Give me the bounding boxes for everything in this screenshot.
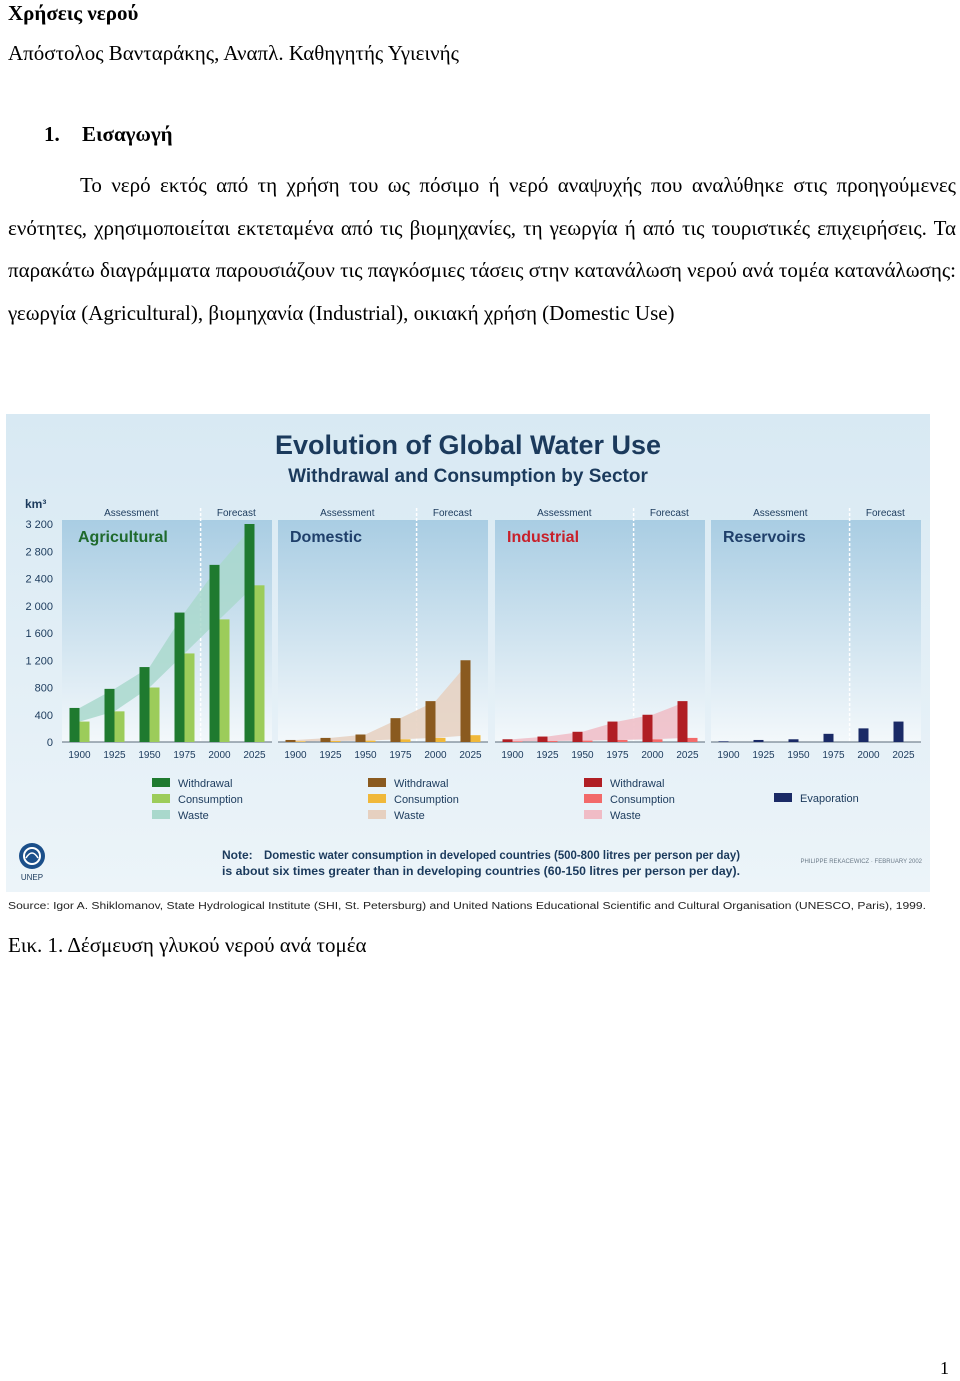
legend-label: Withdrawal (610, 778, 665, 790)
consumption-bar (150, 688, 160, 743)
consumption-bar (688, 738, 698, 742)
consumption-bar (618, 740, 628, 742)
assessment-label: Assessment (753, 508, 808, 519)
publisher-name: UNEP (20, 873, 44, 882)
legend-swatch (152, 810, 170, 819)
legend-label: Consumption (610, 794, 675, 806)
water-use-chart (6, 414, 930, 914)
evaporation-bar (719, 741, 729, 742)
legend-swatch (584, 778, 602, 787)
assessment-label: Assessment (104, 508, 159, 519)
panel-domestic (278, 508, 488, 761)
withdrawal-bar (503, 739, 513, 742)
y-tick-label: 1 200 (25, 655, 53, 668)
withdrawal-bar (105, 689, 115, 742)
figure-caption: Εικ. 1. Δέσμευση γλυκού νερού ανά τομέα (8, 933, 367, 957)
section-heading (44, 121, 173, 147)
legend-label: Consumption (178, 794, 243, 806)
section-number: 1. (44, 122, 60, 146)
consumption-bar (366, 741, 376, 742)
legend-label: Waste (610, 810, 641, 822)
forecast-label: Forecast (865, 508, 905, 519)
legend-swatch (584, 794, 602, 803)
water-use-figure (6, 414, 930, 914)
withdrawal-bar (321, 738, 331, 742)
evaporation-bar (824, 734, 834, 742)
withdrawal-bar (461, 660, 471, 742)
x-tick-label: 1900 (68, 750, 91, 761)
x-tick-label: 1950 (138, 750, 161, 761)
chart-source: Source: Igor A. Shiklomanov, State Hydrological Institute (SHI, St. Petersburg) and United Nations Educational Scientific and Cultural Organisation (UNESCO, Paris), 1999. (8, 901, 926, 912)
page-number: 1 (940, 1358, 949, 1378)
note-label: Note: (222, 848, 253, 862)
evaporation-bar (789, 739, 799, 742)
x-tick-label: 1975 (822, 750, 845, 761)
withdrawal-bar (678, 701, 688, 742)
withdrawal-bar (356, 735, 366, 742)
consumption-bar (471, 735, 481, 742)
x-tick-label: 1925 (103, 750, 126, 761)
x-tick-label: 2000 (208, 750, 231, 761)
x-tick-label: 2000 (424, 750, 447, 761)
panel-title: Industrial (507, 529, 580, 546)
consumption-bar (296, 741, 306, 742)
y-tick-label: 800 (34, 682, 53, 695)
y-tick-label: 3 200 (25, 519, 53, 531)
consumption-bar (220, 619, 230, 742)
consumption-bar (331, 741, 341, 742)
legend-label: Waste (394, 810, 425, 822)
x-tick-label: 1950 (787, 750, 810, 761)
y-tick-label: 2 400 (25, 573, 53, 586)
chart-title: Evolution of Global Water Use (274, 430, 662, 460)
withdrawal-bar (573, 732, 583, 742)
unep-logo (19, 843, 45, 882)
withdrawal-bar (643, 715, 653, 742)
x-tick-label: 1925 (319, 750, 342, 761)
x-tick-label: 1900 (284, 750, 307, 761)
note-line-2: is about six times greater than in developing countries (60-150 litres per person per day). (222, 864, 740, 878)
note-line-1: Domestic water consumption in developed countries (500-800 litres per person per day) (264, 848, 741, 862)
x-tick-label: 1900 (501, 750, 524, 761)
withdrawal-bar (538, 737, 548, 742)
y-tick-label: 1 600 (25, 628, 53, 640)
panel-industrial (495, 508, 705, 761)
consumption-bar (436, 738, 446, 742)
evaporation-bar (894, 722, 904, 742)
panel-background (711, 520, 921, 742)
x-tick-label: 2025 (892, 750, 915, 761)
panel-reservoirs (711, 508, 921, 761)
x-tick-label: 1950 (571, 750, 594, 761)
forecast-label: Forecast (216, 508, 256, 519)
legend-label: Waste (178, 810, 209, 822)
x-tick-label: 2000 (641, 750, 664, 761)
withdrawal-bar (210, 565, 220, 742)
consumption-bar (653, 739, 663, 742)
panel-agricultural (62, 508, 272, 761)
consumption-bar (548, 741, 558, 742)
y-tick-label: 2 000 (25, 600, 53, 613)
panel-title: Reservoirs (723, 529, 806, 546)
forecast-label: Forecast (649, 508, 689, 519)
document-title: Χρήσεις νερού (8, 1, 139, 25)
legend-label: Withdrawal (178, 778, 233, 790)
withdrawal-bar (426, 701, 436, 742)
forecast-label: Forecast (432, 508, 472, 519)
withdrawal-bar (140, 667, 150, 742)
chart-credit: PHILIPPE REKACEWICZ · FEBRUARY 2002 (800, 859, 922, 865)
evaporation-bar (754, 740, 764, 742)
assessment-label: Assessment (537, 508, 592, 519)
x-tick-label: 1950 (354, 750, 377, 761)
x-tick-label: 2025 (676, 750, 699, 761)
legend-swatch (584, 810, 602, 819)
intro-paragraph: Το νερό εκτός από τη χρήση του ως πόσιμο ή νερό αναψυχής που αναλύθηκε στις προηγούμενες ενότητες, χρησιμοποιείται εκτεταμένα από τις βιομηχανίες, τη γεωργία ή από τις τουριστικές επιχειρήσεις. Τα παρακάτω διαγράμματα παρουσιάζουν τις παγκόσμιες τάσεις στην κατανάλωση νερού ανά τομέα κατανάλωσης: γεωργία (Agricultural), βιομηχανία (Industrial), οικιακή χρήση (Domestic Use) (8, 173, 956, 325)
evaporation-bar (859, 728, 869, 742)
document-author: Απόστολος Βανταράκης, Αναπλ. Καθηγητής Υγιεινής (8, 41, 459, 65)
legend-label: Consumption (394, 794, 459, 806)
withdrawal-bar (175, 613, 185, 742)
x-tick-label: 1975 (173, 750, 196, 761)
y-tick-label: 0 (46, 737, 53, 749)
withdrawal-bar (70, 708, 80, 742)
x-tick-label: 1900 (717, 750, 740, 761)
x-tick-label: 1925 (536, 750, 559, 761)
consumption-bar (583, 741, 593, 742)
x-tick-label: 1975 (606, 750, 629, 761)
x-tick-label: 1975 (389, 750, 412, 761)
x-tick-label: 2000 (857, 750, 880, 761)
consumption-bar (80, 722, 90, 742)
panel-title: Agricultural (78, 529, 168, 546)
y-tick-label: 2 800 (25, 546, 53, 559)
legend-swatch (152, 794, 170, 803)
consumption-bar (513, 741, 523, 742)
legend-swatch (152, 778, 170, 787)
withdrawal-bar (391, 718, 401, 742)
legend-swatch (368, 810, 386, 819)
legend-label: Withdrawal (394, 778, 449, 790)
y-tick-label: 400 (34, 709, 53, 722)
consumption-bar (115, 711, 125, 742)
x-tick-label: 2025 (459, 750, 482, 761)
withdrawal-bar (286, 740, 296, 742)
x-tick-label: 1925 (752, 750, 775, 761)
consumption-bar (185, 653, 195, 742)
assessment-label: Assessment (320, 508, 375, 519)
withdrawal-bar (245, 524, 255, 742)
legend-swatch (368, 794, 386, 803)
withdrawal-bar (608, 722, 618, 742)
consumption-bar (401, 739, 411, 742)
legend-label: Evaporation (800, 793, 859, 805)
legend-swatch (774, 793, 792, 802)
x-tick-label: 2025 (243, 750, 266, 761)
legend-swatch (368, 778, 386, 787)
chart-subtitle: Withdrawal and Consumption by Sector (288, 466, 648, 487)
panel-title: Domestic (290, 529, 363, 546)
consumption-bar (255, 585, 265, 742)
section-title: Εισαγωγή (82, 122, 173, 146)
y-axis-label: km³ (25, 497, 47, 511)
